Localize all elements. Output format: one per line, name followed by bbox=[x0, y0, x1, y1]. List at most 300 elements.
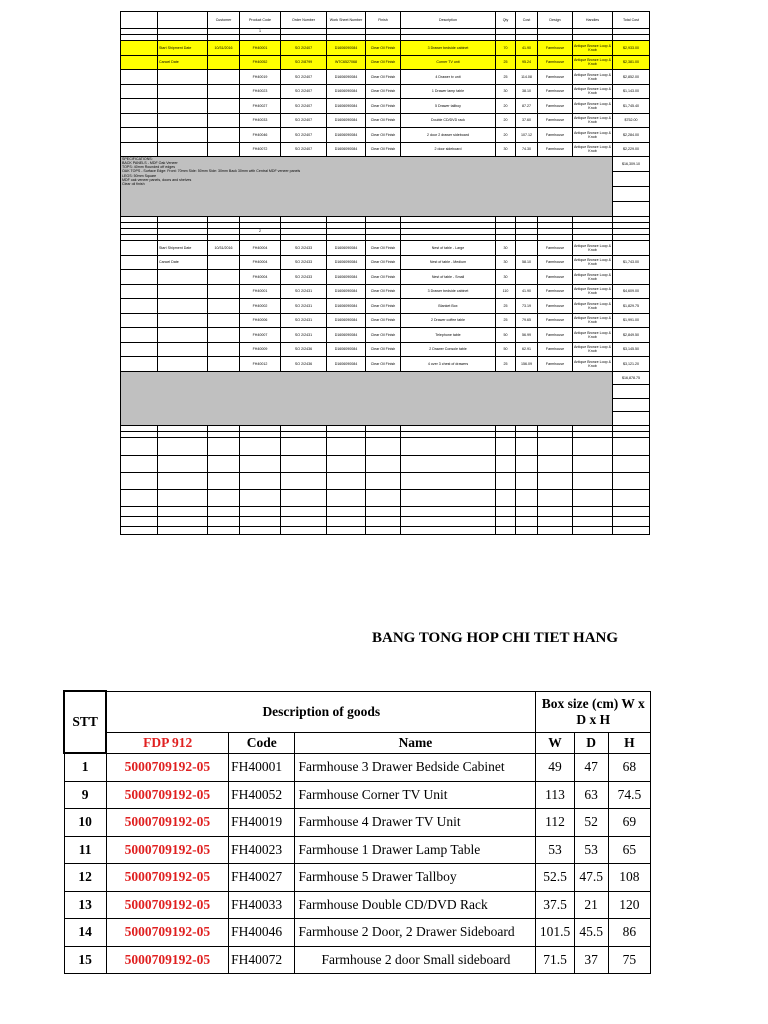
sheet-row bbox=[121, 142, 650, 157]
blank-cell bbox=[121, 357, 158, 372]
stt-cell: 14 bbox=[64, 919, 106, 947]
blank-cell bbox=[121, 489, 158, 506]
description: Nest of table - Medium bbox=[401, 255, 496, 270]
blank-cell bbox=[240, 526, 281, 534]
product-code: FH40006 bbox=[240, 313, 281, 328]
worksheet-number: D1606090084 bbox=[327, 270, 366, 285]
blank-cell bbox=[401, 472, 496, 489]
blank-cell bbox=[496, 437, 516, 455]
blank-cell bbox=[121, 437, 158, 455]
handles: Antique Bronze Loop & Knob bbox=[573, 241, 613, 256]
product-code: FH40033 bbox=[229, 891, 295, 919]
worksheet-number: D1606090084 bbox=[327, 70, 366, 85]
product-name: Farmhouse Corner TV Unit bbox=[295, 781, 536, 809]
blank-cell bbox=[613, 472, 650, 489]
blank-cell bbox=[208, 270, 240, 285]
description: 3 Drawer bedside cabinet bbox=[401, 41, 496, 56]
description: 4 Drawer tv unit bbox=[401, 70, 496, 85]
sheet-row bbox=[121, 357, 650, 372]
column-header: Product Code bbox=[240, 12, 281, 29]
finish: Clear Oil Finish bbox=[366, 113, 401, 128]
blank-row bbox=[121, 489, 650, 506]
cost: 79.65 bbox=[516, 313, 538, 328]
total-cost: $1,143.00 bbox=[613, 84, 650, 99]
product-name: Farmhouse 2 Door, 2 Drawer Sideboard bbox=[295, 919, 536, 947]
product-code: FH40052 bbox=[229, 781, 295, 809]
product-code: FH40033 bbox=[240, 113, 281, 128]
total-cost bbox=[613, 241, 650, 256]
product-code: FH40072 bbox=[240, 142, 281, 157]
design: Farmhouse bbox=[538, 55, 573, 70]
blank-cell bbox=[121, 113, 158, 128]
blank-cell bbox=[121, 241, 158, 256]
finish: Clear Oil Finish bbox=[366, 313, 401, 328]
blank-cell bbox=[401, 516, 496, 526]
blank-cell bbox=[496, 489, 516, 506]
fdp-code: 5000709192-05 bbox=[106, 891, 229, 919]
blank-cell bbox=[613, 455, 650, 472]
blank-cell bbox=[158, 99, 208, 114]
start-shipment-label: Start Shipment Date bbox=[158, 241, 208, 256]
blank-row bbox=[121, 455, 650, 472]
product-code: FH40046 bbox=[229, 919, 295, 947]
total-cost: $2,381.00 bbox=[613, 55, 650, 70]
blank-row bbox=[121, 506, 650, 516]
finish: Clear Oil Finish bbox=[366, 357, 401, 372]
sheet-row bbox=[121, 128, 650, 143]
worksheet-number: D1606090084 bbox=[327, 41, 366, 56]
description: Blanket Box bbox=[401, 299, 496, 314]
qty: 70 bbox=[496, 41, 516, 56]
handles: Antique Bronze Loop & Knob bbox=[573, 284, 613, 299]
blank-cell bbox=[208, 299, 240, 314]
cost: 58.10 bbox=[516, 255, 538, 270]
design: Farmhouse bbox=[538, 299, 573, 314]
product-code: FH40012 bbox=[240, 357, 281, 372]
blank-cell bbox=[158, 270, 208, 285]
summary-row bbox=[64, 809, 651, 837]
description: 2 door sideboard bbox=[401, 142, 496, 157]
blank-cell bbox=[327, 455, 366, 472]
product-code: FH40019 bbox=[240, 70, 281, 85]
finish: Clear Oil Finish bbox=[366, 299, 401, 314]
description: 2 Drawer Console table bbox=[401, 342, 496, 357]
blank-cell bbox=[208, 437, 240, 455]
blank-cell bbox=[121, 472, 158, 489]
qty: 30 bbox=[496, 241, 516, 256]
description: 2 door 2 drawer sideboard bbox=[401, 128, 496, 143]
blank-row bbox=[121, 526, 650, 534]
box-depth: 53 bbox=[574, 836, 608, 864]
column-header: Qty bbox=[496, 12, 516, 29]
description: 1 Drawer lamp table bbox=[401, 84, 496, 99]
cost: 74.30 bbox=[516, 142, 538, 157]
blank-cell bbox=[573, 489, 613, 506]
blank-cell bbox=[327, 437, 366, 455]
blank-cell bbox=[158, 113, 208, 128]
handles: Antique Bronze Loop & Knob bbox=[573, 142, 613, 157]
blank-cell bbox=[281, 489, 327, 506]
box-height: 68 bbox=[608, 753, 650, 781]
blank-cell bbox=[208, 255, 240, 270]
blank-cell bbox=[516, 455, 538, 472]
blank-cell bbox=[121, 128, 158, 143]
handles: Antique Bronze Loop & Knob bbox=[573, 255, 613, 270]
stt-cell: 1 bbox=[64, 753, 106, 781]
order-number: SO 2/2431 bbox=[281, 284, 327, 299]
worksheet-number: D1606090084 bbox=[327, 255, 366, 270]
design: Farmhouse bbox=[538, 84, 573, 99]
blank-cell bbox=[366, 455, 401, 472]
box-height: 120 bbox=[608, 891, 650, 919]
order-number: SO 2/2407 bbox=[281, 70, 327, 85]
worksheet-number: D1606090084 bbox=[327, 142, 366, 157]
box-depth: 37 bbox=[574, 946, 608, 974]
fdp-code: 5000709192-05 bbox=[106, 919, 229, 947]
blank-cell bbox=[158, 12, 208, 29]
handles: Antique Bronze Loop & Knob bbox=[573, 41, 613, 56]
total-cost bbox=[613, 270, 650, 285]
design: Farmhouse bbox=[538, 255, 573, 270]
order-number: SO 2/2433 bbox=[281, 255, 327, 270]
blank-cell bbox=[121, 313, 158, 328]
product-code: FH40019 bbox=[229, 809, 295, 837]
blank-cell bbox=[121, 299, 158, 314]
box-height: 65 bbox=[608, 836, 650, 864]
column-header: Total Cost bbox=[613, 12, 650, 29]
summary-row bbox=[64, 864, 651, 892]
blank-cell bbox=[573, 437, 613, 455]
blank-cell bbox=[121, 270, 158, 285]
blank-cell bbox=[281, 455, 327, 472]
product-code: FH40004 bbox=[240, 241, 281, 256]
spec-line: LEGS: 50mm Square bbox=[122, 173, 157, 178]
qty: 30 bbox=[496, 255, 516, 270]
sheet-row bbox=[121, 55, 650, 70]
code-header: Code bbox=[229, 732, 295, 753]
blank-cell bbox=[538, 506, 573, 516]
spec-line: MDF oak veneer panels, doors and shelves bbox=[122, 177, 192, 182]
blank-cell bbox=[516, 472, 538, 489]
blank-cell bbox=[573, 516, 613, 526]
total-cost: $2,933.00 bbox=[613, 41, 650, 56]
total-cost: $2,849.50 bbox=[613, 328, 650, 343]
order-number: SO 2/2436 bbox=[281, 357, 327, 372]
product-code: FH40023 bbox=[240, 84, 281, 99]
group-index: 2 bbox=[240, 229, 281, 235]
box-height: 86 bbox=[608, 919, 650, 947]
sheet-header-row bbox=[121, 12, 650, 29]
finish: Clear Oil Finish bbox=[366, 255, 401, 270]
blank-cell bbox=[158, 84, 208, 99]
sheet-row bbox=[121, 113, 650, 128]
blank-cell bbox=[613, 516, 650, 526]
blank-cell bbox=[538, 516, 573, 526]
qty: 50 bbox=[496, 328, 516, 343]
blank-cell bbox=[158, 357, 208, 372]
fdp-code: 5000709192-05 bbox=[106, 753, 229, 781]
total-cost: $2,284.00 bbox=[613, 128, 650, 143]
summary-row bbox=[64, 919, 651, 947]
blank-cell bbox=[208, 328, 240, 343]
column-header: Design bbox=[538, 12, 573, 29]
sheet-row bbox=[121, 270, 650, 285]
design: Farmhouse bbox=[538, 270, 573, 285]
cost: 41.90 bbox=[516, 41, 538, 56]
order-number: SO 2/2407 bbox=[281, 113, 327, 128]
d-header: D bbox=[574, 732, 608, 753]
blank-cell bbox=[208, 99, 240, 114]
qty: 20 bbox=[496, 128, 516, 143]
sheet-row bbox=[121, 328, 650, 343]
blank-cell bbox=[538, 455, 573, 472]
blank-cell bbox=[327, 506, 366, 516]
cost: 38.10 bbox=[516, 84, 538, 99]
worksheet-number: D1606090084 bbox=[327, 328, 366, 343]
blank-cell bbox=[158, 70, 208, 85]
total-cost: $1,745.40 bbox=[613, 99, 650, 114]
box-size-header: Box size (cm) W x D x H bbox=[536, 691, 651, 732]
product-code: FH40001 bbox=[229, 753, 295, 781]
blank-cell bbox=[573, 526, 613, 534]
description: 4 over 3 chest of drawers bbox=[401, 357, 496, 372]
blank-cell bbox=[366, 506, 401, 516]
fdp-code: 5000709192-05 bbox=[106, 809, 229, 837]
product-code: FH40002 bbox=[240, 299, 281, 314]
handles: Antique Bronze Loop & Knob bbox=[573, 55, 613, 70]
handles: Antique Bronze Loop & Knob bbox=[573, 299, 613, 314]
box-height: 75 bbox=[608, 946, 650, 974]
blank-cell bbox=[538, 526, 573, 534]
finish: Clear Oil Finish bbox=[366, 328, 401, 343]
blank-cell bbox=[158, 128, 208, 143]
blank-cell bbox=[208, 84, 240, 99]
box-height: 108 bbox=[608, 864, 650, 892]
handles: Antique Bronze Loop & Knob bbox=[573, 84, 613, 99]
blank-cell bbox=[240, 455, 281, 472]
blank-cell bbox=[208, 313, 240, 328]
column-header: Finish bbox=[366, 12, 401, 29]
qty: 25 bbox=[496, 299, 516, 314]
sheet-row bbox=[121, 41, 650, 56]
blank-cell bbox=[401, 506, 496, 516]
stt-cell: 11 bbox=[64, 836, 106, 864]
blank-cell bbox=[613, 526, 650, 534]
blank-cell bbox=[240, 516, 281, 526]
blank-cell bbox=[366, 526, 401, 534]
blank-cell bbox=[121, 41, 158, 56]
blank-cell bbox=[496, 516, 516, 526]
blank-cell bbox=[158, 526, 208, 534]
blank-cell bbox=[327, 489, 366, 506]
handles: Antique Bronze Loop & Knob bbox=[573, 70, 613, 85]
handles: Antique Bronze Loop & Knob bbox=[573, 328, 613, 343]
box-width: 71.5 bbox=[536, 946, 574, 974]
blank-cell bbox=[573, 506, 613, 516]
sheet-row bbox=[121, 241, 650, 256]
blank-cell bbox=[613, 385, 650, 399]
design: Farmhouse bbox=[538, 70, 573, 85]
blank-cell bbox=[121, 142, 158, 157]
fdp-code: 5000709192-05 bbox=[106, 836, 229, 864]
total-cost: $2,229.00 bbox=[613, 142, 650, 157]
blank-cell bbox=[613, 398, 650, 412]
handles: Antique Bronze Loop & Knob bbox=[573, 113, 613, 128]
product-code: FH40009 bbox=[240, 342, 281, 357]
worksheet-number: D1606090084 bbox=[327, 128, 366, 143]
blank-cell bbox=[121, 455, 158, 472]
blank-cell bbox=[516, 526, 538, 534]
total-cost: $3,145.50 bbox=[613, 342, 650, 357]
handles: Antique Bronze Loop & Knob bbox=[573, 128, 613, 143]
blank-cell bbox=[240, 437, 281, 455]
blank-cell bbox=[496, 506, 516, 516]
grand-total: $16,309.10 bbox=[613, 157, 650, 172]
finish: Clear Oil Finish bbox=[366, 342, 401, 357]
blank-cell bbox=[208, 284, 240, 299]
blank-cell bbox=[516, 506, 538, 516]
blank-cell bbox=[158, 284, 208, 299]
description: 2 Drawer coffee table bbox=[401, 313, 496, 328]
blank-cell bbox=[158, 328, 208, 343]
design: Farmhouse bbox=[538, 284, 573, 299]
blank-cell bbox=[208, 142, 240, 157]
worksheet-number: D1606090084 bbox=[327, 299, 366, 314]
column-header: Order Number bbox=[281, 12, 327, 29]
blank-cell bbox=[496, 455, 516, 472]
description: Double CD/DVD rack bbox=[401, 113, 496, 128]
product-name: Farmhouse 2 door Small sideboard bbox=[295, 946, 536, 974]
order-number: SO 2/2431 bbox=[281, 313, 327, 328]
blank-cell bbox=[121, 506, 158, 516]
blank-cell bbox=[121, 342, 158, 357]
blank-cell bbox=[121, 70, 158, 85]
blank-cell bbox=[496, 526, 516, 534]
blank-cell bbox=[613, 172, 650, 187]
cost: 62.91 bbox=[516, 342, 538, 357]
description: Telephone table bbox=[401, 328, 496, 343]
design: Farmhouse bbox=[538, 113, 573, 128]
specifications-block bbox=[121, 371, 613, 425]
column-header: Handles bbox=[573, 12, 613, 29]
finish: Clear Oil Finish bbox=[366, 270, 401, 285]
blank-cell bbox=[401, 455, 496, 472]
blank-cell bbox=[208, 526, 240, 534]
worksheet-number: D1606090084 bbox=[327, 241, 366, 256]
blank-cell bbox=[613, 506, 650, 516]
blank-cell bbox=[158, 437, 208, 455]
order-number: SO 2/2407 bbox=[281, 84, 327, 99]
cost: 107.12 bbox=[516, 128, 538, 143]
sheet-row bbox=[121, 70, 650, 85]
blank-cell bbox=[366, 516, 401, 526]
total-cost: $1,829.75 bbox=[613, 299, 650, 314]
blank-cell bbox=[538, 489, 573, 506]
design: Farmhouse bbox=[538, 342, 573, 357]
summary-row bbox=[64, 946, 651, 974]
handles: Antique Bronze Loop & Knob bbox=[573, 342, 613, 357]
blank-cell bbox=[158, 506, 208, 516]
blank-cell bbox=[613, 187, 650, 202]
spec-line: SPECIFICATIONS: bbox=[122, 157, 153, 161]
blank-cell bbox=[208, 472, 240, 489]
cost: 87.27 bbox=[516, 99, 538, 114]
blank-cell bbox=[158, 472, 208, 489]
blank-cell bbox=[158, 455, 208, 472]
handles: Antique Bronze Loop & Knob bbox=[573, 270, 613, 285]
design: Farmhouse bbox=[538, 128, 573, 143]
blank-cell bbox=[121, 284, 158, 299]
sheet-row bbox=[121, 99, 650, 114]
description: 5 Drawer tallboy bbox=[401, 99, 496, 114]
design: Farmhouse bbox=[538, 99, 573, 114]
cancel-date-label: Cancel Date bbox=[158, 255, 208, 270]
qty: 30 bbox=[496, 142, 516, 157]
order-number: SO 2/2407 bbox=[281, 99, 327, 114]
product-name: Farmhouse 1 Drawer Lamp Table bbox=[295, 836, 536, 864]
summary-table bbox=[63, 690, 651, 974]
box-depth: 52 bbox=[574, 809, 608, 837]
total-cost: $4,609.00 bbox=[613, 284, 650, 299]
specifications-block bbox=[121, 157, 613, 217]
blank-cell bbox=[121, 12, 158, 29]
blank-cell bbox=[121, 84, 158, 99]
start-shipment-date: 10/31/2016 bbox=[208, 241, 240, 256]
design: Farmhouse bbox=[538, 41, 573, 56]
order-number: SO 2/2407 bbox=[281, 142, 327, 157]
cost: 73.19 bbox=[516, 299, 538, 314]
product-name: Farmhouse 5 Drawer Tallboy bbox=[295, 864, 536, 892]
blank-cell bbox=[121, 526, 158, 534]
blank-cell bbox=[158, 516, 208, 526]
product-code: FH40072 bbox=[229, 946, 295, 974]
spec-row bbox=[121, 157, 650, 172]
product-code: FH40001 bbox=[240, 41, 281, 56]
blank-cell bbox=[240, 472, 281, 489]
blank-cell bbox=[240, 506, 281, 516]
finish: Clear Oil Finish bbox=[366, 55, 401, 70]
spec-row bbox=[121, 371, 650, 385]
blank-cell bbox=[281, 516, 327, 526]
blank-cell bbox=[281, 506, 327, 516]
blank-cell bbox=[121, 328, 158, 343]
blank-cell bbox=[158, 299, 208, 314]
description: Nest of table - Large bbox=[401, 241, 496, 256]
order-number: SO 2/2433 bbox=[281, 241, 327, 256]
description-header: Description of goods bbox=[106, 691, 536, 732]
design: Farmhouse bbox=[538, 328, 573, 343]
blank-cell bbox=[208, 70, 240, 85]
box-width: 101.5 bbox=[536, 919, 574, 947]
product-code: FH40046 bbox=[240, 128, 281, 143]
design: Farmhouse bbox=[538, 313, 573, 328]
handles: Antique Bronze Loop & Knob bbox=[573, 99, 613, 114]
blank-cell bbox=[121, 99, 158, 114]
sheet-row bbox=[121, 84, 650, 99]
qty: 20 bbox=[496, 113, 516, 128]
fdp-header: FDP 912 bbox=[106, 732, 229, 753]
stt-cell: 13 bbox=[64, 891, 106, 919]
cost: 114.08 bbox=[516, 70, 538, 85]
cost: 156.09 bbox=[516, 357, 538, 372]
qty: 25 bbox=[496, 313, 516, 328]
finish: Clear Oil Finish bbox=[366, 99, 401, 114]
sheet-row bbox=[121, 313, 650, 328]
box-depth: 47 bbox=[574, 753, 608, 781]
order-number: SO 2/2431 bbox=[281, 299, 327, 314]
summary-row bbox=[64, 836, 651, 864]
finish: Clear Oil Finish bbox=[366, 84, 401, 99]
